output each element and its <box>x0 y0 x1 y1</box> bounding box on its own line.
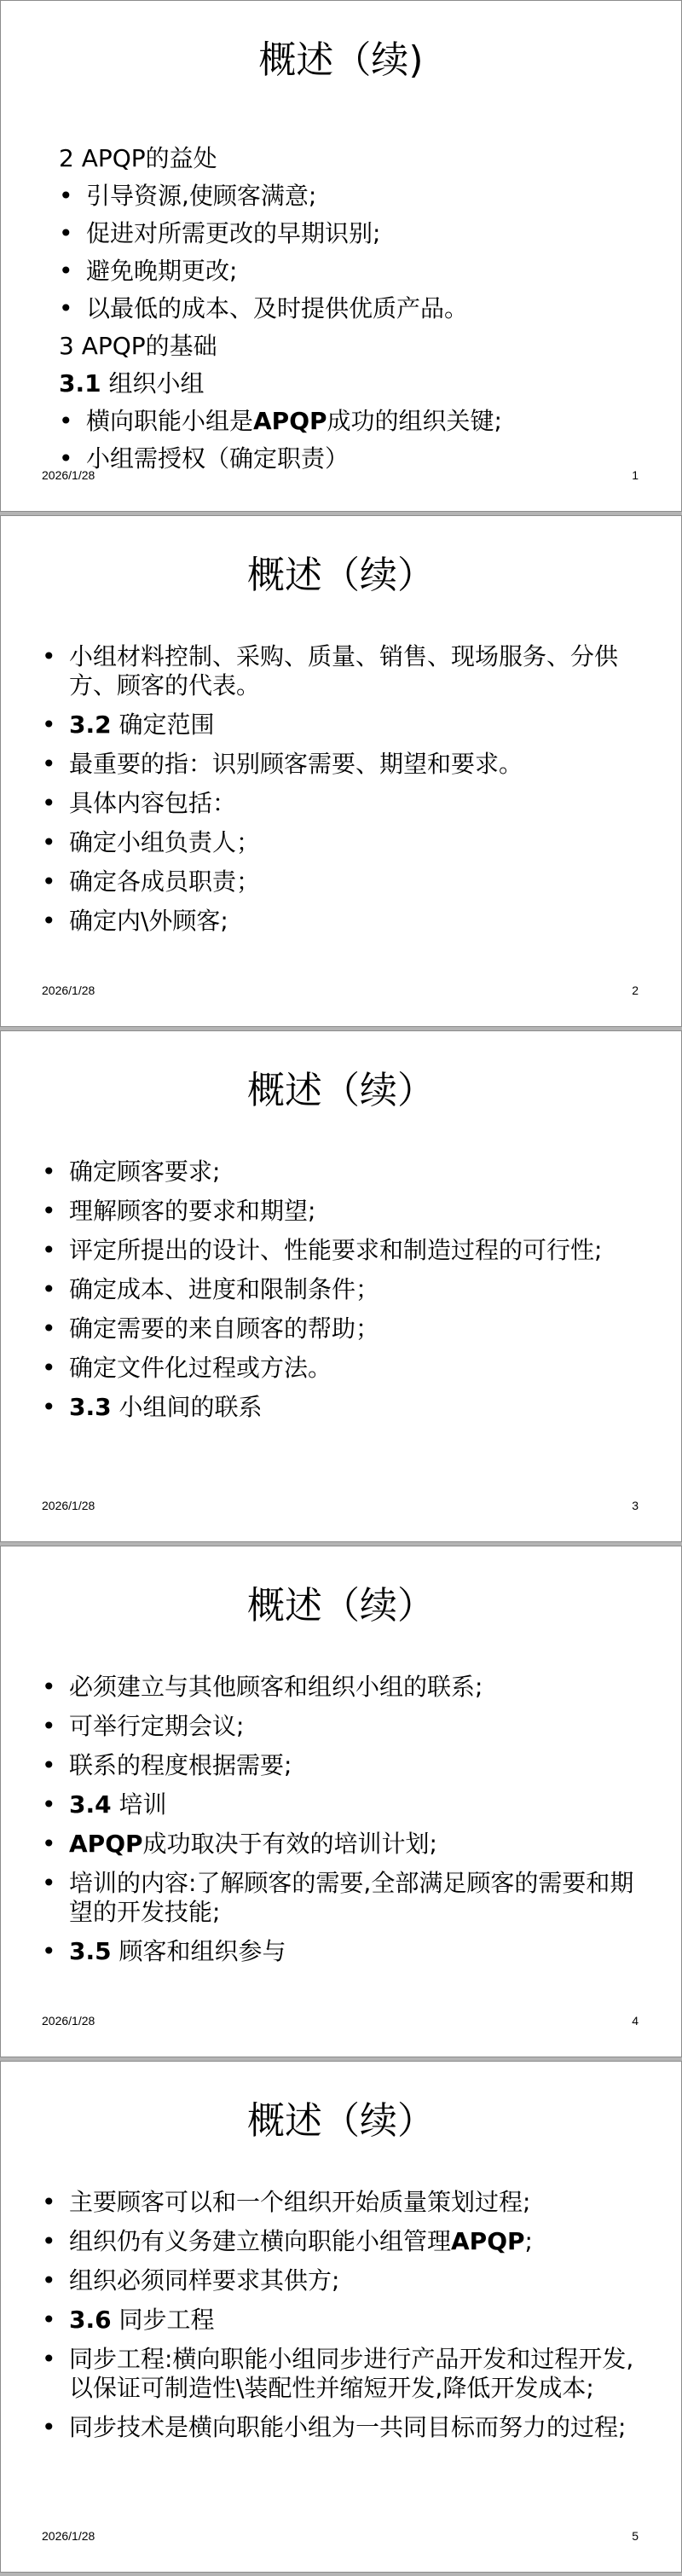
slide-title: 概述（续） <box>247 1584 435 1627</box>
text-run: 确定各成员职责； <box>69 867 261 896</box>
text-run: 确定成本、进度和限制条件； <box>69 1275 380 1303</box>
bullet-item <box>42 2345 644 2403</box>
bullet-item <box>42 1354 644 1383</box>
slide-title: 概述（续） <box>247 2099 435 2143</box>
bullet-item <box>42 1393 644 1422</box>
slide-number: 3 <box>632 1499 639 1512</box>
text-run: 引导资源,使顾客满意; <box>86 182 317 210</box>
text-run: 确定顾客要求; <box>69 1157 221 1186</box>
text-run: APQP <box>253 407 327 435</box>
text-run: 3.4 <box>69 1790 112 1819</box>
bullet-item <box>42 1673 644 1702</box>
bullet-item <box>59 407 644 436</box>
slide-3 <box>0 1030 682 1542</box>
text-run: 同步工程:横向职能小组同步进行产品开发和过程开发,以保证可制造性\装配性并缩短开发,降低开发成本; <box>69 2345 634 2402</box>
section-heading <box>59 144 644 173</box>
bullet-item <box>42 828 644 857</box>
text-run: 3.5 <box>69 1937 112 1965</box>
text-run: 确定需要的来自顾客的帮助； <box>69 1314 380 1343</box>
slide-2 <box>0 515 682 1027</box>
slide-5 <box>0 2061 682 2573</box>
text-run: 3.6 <box>69 2306 112 2334</box>
slide-title: 概述（续） <box>247 554 435 597</box>
text-run: 避免晚期更改; <box>86 257 238 285</box>
section-heading <box>59 369 644 398</box>
text-run: 可举行定期会议; <box>69 1712 245 1740</box>
text-run: 具体内容包括： <box>69 789 237 817</box>
bullet-item <box>42 1197 644 1226</box>
slide-body <box>42 2188 644 2452</box>
bullet-item <box>42 2188 644 2217</box>
text-run: 确定小组负责人； <box>69 828 261 856</box>
slide-body <box>59 144 644 482</box>
text-run: 评定所提出的设计、性能要求和制造过程的可行性; <box>69 1236 603 1264</box>
bullet-item <box>42 2413 644 2442</box>
text-run: 组织小组 <box>101 369 205 397</box>
slide-date: 2026/1/28 <box>42 1499 95 1512</box>
slide-body <box>42 1157 644 1432</box>
bullet-item <box>42 2227 644 2256</box>
bullet-item <box>42 1937 644 1966</box>
slide-date: 2026/1/28 <box>42 983 95 997</box>
text-run: 理解顾客的要求和期望; <box>69 1197 316 1225</box>
slide-number: 4 <box>632 2014 639 2028</box>
text-run: 3.1 <box>59 369 101 397</box>
bullet-item <box>59 219 644 248</box>
text-run: 2 APQP的益处 <box>59 144 217 172</box>
text-run: 横向职能小组是 <box>86 407 254 435</box>
text-run: 组织必须同样要求其供方; <box>69 2266 340 2295</box>
bullet-item <box>42 1157 644 1186</box>
text-run: 3.2 <box>69 711 112 739</box>
text-run: 小组材料控制、采购、质量、销售、现场服务、分供方、顾客的代表。 <box>69 642 619 699</box>
bullet-item <box>59 182 644 211</box>
slide-title: 概述（续） <box>247 1069 435 1112</box>
slide-number: 2 <box>632 983 639 997</box>
section-heading <box>59 332 644 361</box>
bullet-item <box>42 711 644 740</box>
bullet-item <box>42 642 644 700</box>
bullet-item <box>59 294 644 323</box>
bullet-item <box>42 907 644 936</box>
text-run: APQP <box>451 2227 525 2255</box>
bullet-item <box>42 2306 644 2335</box>
slide-body <box>42 642 644 946</box>
bullet-item <box>42 1751 644 1780</box>
text-run: 必须建立与其他顾客和组织小组的联系; <box>69 1673 483 1701</box>
slide-body <box>42 1673 644 1976</box>
bullet-item <box>42 750 644 779</box>
slide-4 <box>0 1546 682 2057</box>
bullet-item <box>59 444 644 473</box>
text-run: 培训的内容:了解顾客的需要,全部满足顾客的需要和期望的开发技能; <box>69 1869 634 1926</box>
slide-date: 2026/1/28 <box>42 2014 95 2028</box>
text-run: 培训 <box>111 1790 167 1819</box>
text-run: 小组间的联系 <box>111 1393 263 1421</box>
slide-date: 2026/1/28 <box>42 2529 95 2543</box>
bullet-item <box>42 1236 644 1265</box>
text-run: 组织仍有义务建立横向职能小组管理 <box>69 2227 452 2255</box>
text-run: 同步工程 <box>111 2306 215 2334</box>
bullet-item <box>42 1712 644 1741</box>
bullet-item <box>42 1314 644 1343</box>
text-run: 成功取决于有效的培训计划; <box>142 1830 437 1858</box>
text-run: 3 APQP的基础 <box>59 332 217 360</box>
text-run: 确定文件化过程或方法。 <box>69 1354 332 1382</box>
bullet-item <box>42 789 644 818</box>
text-run: 以最低的成本、及时提供优质产品。 <box>86 294 469 322</box>
text-run: 顾客和组织参与 <box>111 1937 286 1965</box>
bullet-item <box>42 1830 644 1859</box>
bullet-item <box>59 257 644 286</box>
bullet-item <box>42 2266 644 2295</box>
slide-number: 1 <box>632 468 639 482</box>
slide-number: 5 <box>632 2529 639 2543</box>
slide-title: 概述（续) <box>258 38 424 82</box>
bullet-item <box>42 1869 644 1927</box>
text-run: 最重要的指：识别顾客需要、期望和要求。 <box>69 750 523 778</box>
bullet-item <box>42 1275 644 1304</box>
text-run: 确定内\外顾客; <box>69 907 228 935</box>
bullet-item <box>42 1790 644 1819</box>
text-run: 同步技术是横向职能小组为一共同目标而努力的过程; <box>69 2413 627 2441</box>
slide-1 <box>0 0 682 512</box>
text-run: 主要顾客可以和一个组织开始质量策划过程; <box>69 2188 531 2216</box>
text-run: 小组需授权（确定职责） <box>86 444 350 473</box>
text-run: 促进对所需更改的早期识别; <box>86 219 381 247</box>
text-run: 确定范围 <box>111 711 215 739</box>
text-run: ; <box>524 2227 533 2255</box>
text-run: 3.3 <box>69 1393 112 1421</box>
text-run: 联系的程度根据需要; <box>69 1751 292 1779</box>
text-run: 成功的组织关键; <box>327 407 502 435</box>
slide-date: 2026/1/28 <box>42 468 95 482</box>
bullet-item <box>42 867 644 896</box>
text-run: APQP <box>69 1830 143 1858</box>
